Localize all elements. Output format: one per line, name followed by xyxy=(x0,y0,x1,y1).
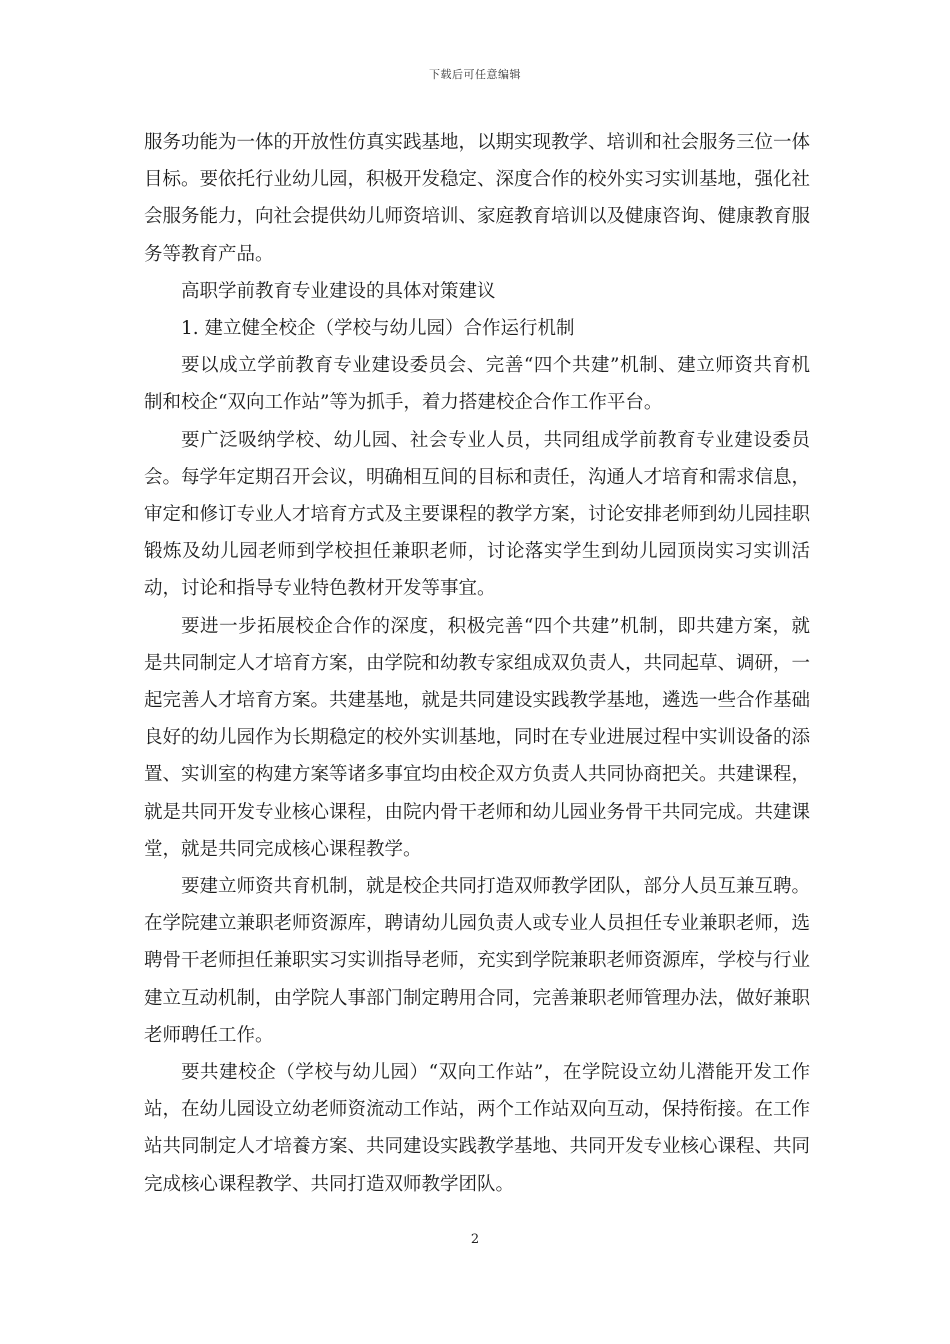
paragraph: 要进一步拓展校企合作的深度，积极完善“四个共建”机制，即共建方案，就是共同制定人才培育方案，由学院和幼教专家组成双负责人，共同起草、调研，一起完善人才培育方案。共建基地，就是共同建设实践教学基地，遴选一些合作基础良好的幼儿园作为长期稳定的校外实训基地，同时在专业进展过程中实训设备的添置、实训室的构建方案等诸多事宜均由校企双方负责人共同协商把关。共建课程，就是共同开发专业核心课程，由院内骨干老师和幼儿园业务骨干共同完成。共建课堂，就是共同完成核心课程教学。 xyxy=(144,615,811,860)
paragraph: 要共建校企（学校与幼儿园）“双向工作站”，在学院设立幼儿潜能开发工作站，在幼儿园设立幼老师资流动工作站，两个工作站双向互动，保持衔接。在工作站共同制定人才培養方案、共同建设实践教学基地、共同开发专业核心课程、共同完成核心课程教学、共同打造双师教学团队。 xyxy=(144,1062,811,1195)
page-number: 2 xyxy=(470,1232,480,1247)
header-note: 下载后可任意编辑 xyxy=(429,68,521,81)
paragraph-continuation: 服务功能为一体的开放性仿真实践基地，以期实现教学、培训和社会服务三位一体目标。要依托行业幼儿园，积极开发稳定、深度合作的校外实习实训基地，强化社会服务能力，向社会提供幼儿师资培训、家庭教育培训以及健康咨询、健康教育服务等教育产品。 xyxy=(144,132,811,265)
paragraph: 要建立师资共育机制，就是校企共同打造双师教学团队，部分人员互兼互聘。在学院建立兼职老师资源库，聘请幼儿园负责人或专业人员担任专业兼职老师，选聘骨干老师担任兼职实习实训指导老师，充实到学院兼职老师资源库，学校与行业建立互动机制，由学院人事部门制定聘用合同，完善兼职老师管理办法，做好兼职老师聘任工作。 xyxy=(144,876,811,1046)
section-heading: 高职学前教育专业建设的具体对策建议 xyxy=(181,280,496,302)
paragraph: 要广泛吸纳学校、幼儿园、社会专业人员，共同组成学前教育专业建设委员会。每学年定期召开会议，明确相互间的目标和责任，沟通人才培育和需求信息，审定和修订专业人才培育方式及主要课程的教学方案，讨论安排老师到幼儿园挂职锻炼及幼儿园老师到学校担任兼职老师，讨论落实学生到幼儿园顶岗实习实训活动，讨论和指导专业特色教材开发等事宜。 xyxy=(144,429,811,600)
subsection-heading: 1. 建立健全校企（学校与幼儿园）合作运行机制 xyxy=(181,318,575,340)
document-body xyxy=(144,124,810,1203)
paragraph: 要以成立学前教育专业建设委员会、完善“四个共建”机制、建立师资共育机制和校企“双向工作站”等为抓手，着力搭建校企合作工作平台。 xyxy=(144,355,810,414)
